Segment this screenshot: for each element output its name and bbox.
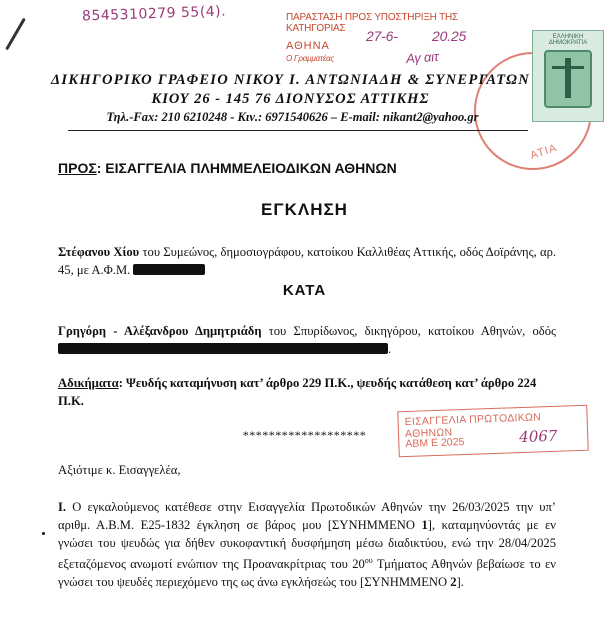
letterhead-address: ΚΙΟΥ 26 - 145 76 ΔΙΟΝΥΣΟΣ ΑΤΤΙΚΗΣ — [151, 91, 430, 107]
section-text-3: Τμήματος Αθηνών βεβαίωσε το εν γνώσει του ψευδές περιεχόμενο της ως άνω εγκλήσεώς του [ΣΥΝΗΜΜΕΝΟ — [58, 557, 556, 590]
defendant-name: Γρηγόρη - Αλέξανδρου Δημητριάδη — [58, 324, 262, 338]
stamp-year: 20.25 — [432, 28, 467, 44]
complainant-name: Στέφανου Χίου — [58, 245, 140, 259]
recipient-label: ΠΡΟΣ — [58, 160, 97, 176]
document-title: ΕΓΚΛΗΣΗ — [261, 200, 348, 219]
recipient-value: : ΕΙΣΑΓΓΕΛΙΑ ΠΛΗΜΜΕΛΕΙΟΔΙΚΩΝ ΑΘΗΝΩΝ — [96, 160, 397, 176]
offenses-label: Αδικήματα — [58, 376, 119, 390]
complainant-details: του Συμεώνος, δημοσιογράφου, κατοίκου Καλλιθέας Αττικής, οδός Δοϊράνης, αρ. 45, με Α.Φ.Μ. — [58, 245, 556, 277]
separator-stars: ******************* — [242, 428, 367, 442]
offenses-text: : Ψευδής καταμήνυση κατ’ άρθρο 229 Π.Κ., ψευδής κατάθεση κατ’ άρθρο 224 Π.Κ. — [58, 376, 537, 408]
salutation: Αξιότιμε κ. Εισαγγελέα, — [58, 463, 181, 477]
section-text-4: ]. — [456, 575, 464, 590]
redacted-address — [58, 343, 388, 354]
round-seal-text: ΑΤΙΑ — [528, 142, 559, 162]
court-stamp-heading: ΕΙΣΑΓΓΕΛΙΑ ΠΡΩΤΟΔΙΚΩΝ ΑΘΗΝΩΝ — [404, 411, 542, 441]
stamp-date: 27-6- — [366, 28, 398, 44]
stamp-city: ΑΘΗΝΑ — [286, 40, 330, 52]
pen-slash-mark — [5, 18, 26, 51]
letterhead-divider — [68, 130, 528, 131]
section-text-1: Ο εγκαλούμενος κατέθεσε στην Εισαγγελία Πρωτοδικών Αθηνών την 26/03/2025 την υπ’ αριθμ. Α.Β.Μ. Ε25-1832 έγκληση σε βάρος μου [ΣΥΝΗΜΜΕΝΟ — [58, 500, 556, 532]
defendant-end: . — [388, 342, 392, 356]
defendant-details: του Σπυρίδωνος, δικηγόρου, κατοίκου Αθηνών, οδός — [261, 324, 556, 338]
recipient-line — [58, 160, 397, 176]
section-text-2: ], καταμηνύοντάς με εν γνώσει του ψευδώς για δήθεν συκοφαντική δυσφήμηση μέσω διαδικτύου, ενώ την 28/04/2025 εξεταζόμενος ανωμοτί ενώπιον της Προανακρίτριας του 20 — [58, 518, 556, 572]
ordinal-suffix: ου — [364, 556, 373, 565]
court-stamp-number: 4067 — [518, 426, 558, 447]
court-stamp-register: ΑΒΜ Ε 2025 — [405, 436, 465, 451]
offenses-line — [58, 374, 556, 410]
defendant-paragraph — [58, 322, 556, 358]
stamp-heading: ΠΑΡΑΣΤΑΣΗ ΠΡΟΣ ΥΠΟΣΤΗΡΙΞΗ ΤΗΣ ΚΑΤΗΓΟΡΙΑΣ — [286, 12, 458, 34]
letterhead-office-name: ΔΙΚΗΓΟΡΙΚΟ ΓΡΑΦΕΙΟ ΝΙΚΟΥ Ι. ΑΝΤΩΝΙΑΔΗ & ΣΥΝΕΡΓΑΤΩΝ — [51, 72, 530, 88]
fee-stamp-title: ΕΛΛΗΝΙΚΗ ΔΗΜΟΚΡΑΤΙΑ — [548, 34, 588, 46]
attachment-ref-1: 1 — [421, 518, 428, 532]
attachment-ref-2: 2 — [450, 575, 457, 590]
redacted-tax-id — [133, 264, 205, 275]
prosecution-support-stamp — [286, 12, 486, 67]
stamp-role: Ο Γραμματέας — [286, 54, 335, 63]
section-1-paragraph — [58, 498, 556, 591]
stamp-signature: Αγ αιτ — [405, 48, 439, 67]
section-number: I. — [58, 500, 67, 514]
complainant-paragraph — [58, 243, 556, 279]
margin-dot — [42, 532, 45, 535]
against-heading: ΚΑΤΑ — [282, 282, 327, 299]
letterhead-contact: Τηλ.-Fax: 210 6210248 - Κιν.: 6971540626 – E-mail: nikant2@yahoo.gr — [106, 110, 479, 124]
handwritten-code: 8545310279 55(4). — [81, 3, 227, 25]
